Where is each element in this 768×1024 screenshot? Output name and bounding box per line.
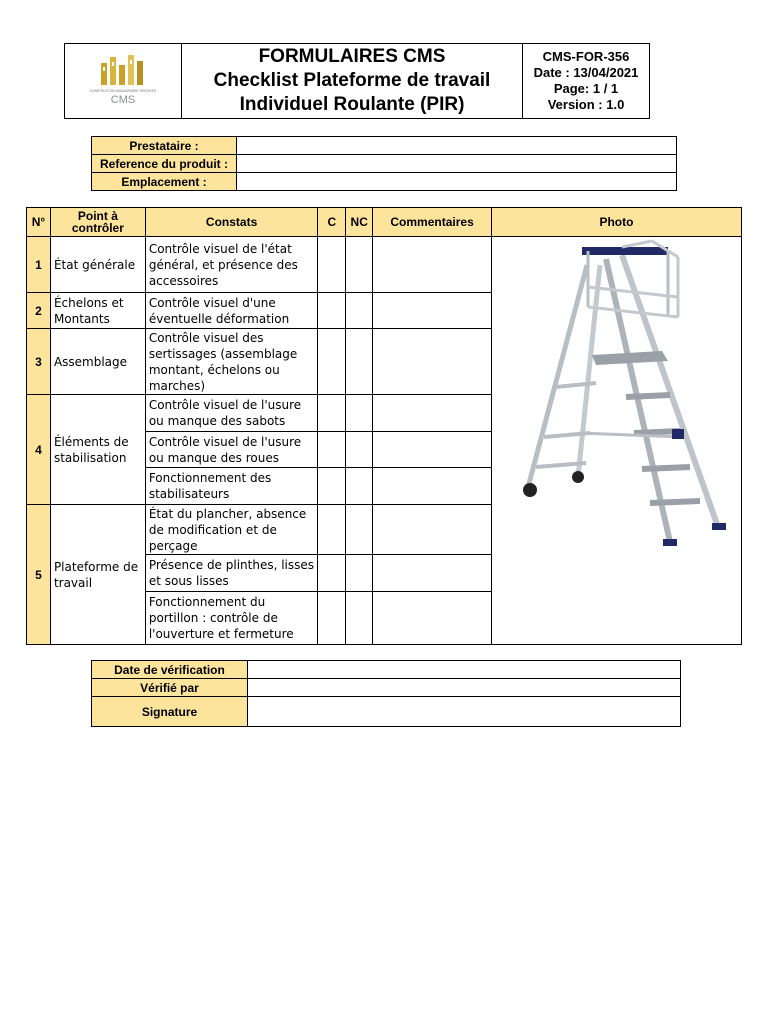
comment-cell[interactable]: [373, 468, 492, 505]
non-compliant-cell[interactable]: [346, 293, 373, 329]
finding-text: Contrôle visuel de l'état général, et présence des accessoires: [145, 237, 318, 293]
col-comments-header: Commentaires: [373, 208, 492, 237]
row-number: 1: [27, 237, 51, 293]
info-table-top: [91, 136, 677, 191]
doc-page: Page: 1 / 1: [553, 81, 619, 96]
logo-cell: [65, 44, 182, 119]
cms-logo: [83, 49, 163, 109]
control-point: Assemblage: [50, 329, 145, 395]
title-line-2: Checklist Plateforme de travail: [213, 70, 491, 91]
product-ref-field[interactable]: [237, 155, 677, 173]
comment-cell[interactable]: [373, 395, 492, 432]
compliant-cell[interactable]: [318, 293, 346, 329]
checklist-header-row: [27, 208, 742, 237]
logo-name: CMS: [110, 93, 136, 106]
compliant-cell[interactable]: [318, 237, 346, 293]
logo-tagline: CONSTRUCTION MANAGEMENT SERVICES: [89, 88, 157, 93]
comment-cell[interactable]: [373, 592, 492, 645]
comment-cell[interactable]: [373, 432, 492, 468]
verification-date-field[interactable]: [248, 661, 681, 679]
non-compliant-cell[interactable]: [346, 468, 373, 505]
compliant-cell[interactable]: [318, 592, 346, 645]
document-reference: [523, 44, 650, 119]
doc-date: Date : 13/04/2021: [533, 65, 639, 80]
comment-cell[interactable]: [373, 505, 492, 555]
compliant-cell[interactable]: [318, 505, 346, 555]
control-point: État générale: [50, 237, 145, 293]
doc-version: Version : 1.0: [547, 97, 625, 112]
title-line-1: FORMULAIRES CMS: [258, 46, 446, 67]
doc-code: CMS-FOR-356: [542, 49, 630, 64]
title-line-3: Individuel Roulante (PIR): [239, 94, 465, 115]
row-number: 2: [27, 293, 51, 329]
checklist-table: [26, 207, 742, 645]
control-point: Éléments de stabilisation: [50, 395, 145, 505]
col-c-header: C: [318, 208, 346, 237]
compliant-cell[interactable]: [318, 468, 346, 505]
non-compliant-cell[interactable]: [346, 555, 373, 592]
col-findings-header: Constats: [145, 208, 318, 237]
signature-field[interactable]: [248, 697, 681, 727]
comment-cell[interactable]: [373, 329, 492, 395]
col-nc-header: NC: [346, 208, 373, 237]
col-num-header: N°: [27, 208, 51, 237]
finding-text: Fonctionnement du portillon : contrôle de l'ouverture et fermeture: [145, 592, 318, 645]
col-photo-header: Photo: [491, 208, 741, 237]
signature-label: Signature: [92, 697, 248, 727]
comment-cell[interactable]: [373, 555, 492, 592]
compliant-cell[interactable]: [318, 432, 346, 468]
table-row: [27, 237, 742, 293]
verified-by-field[interactable]: [248, 679, 681, 697]
comment-cell[interactable]: [373, 293, 492, 329]
finding-text: État du plancher, absence de modification et de perçage: [145, 505, 318, 555]
form-title: [182, 44, 523, 119]
non-compliant-cell[interactable]: [346, 505, 373, 555]
location-field[interactable]: [237, 173, 677, 191]
row-number: 5: [27, 505, 51, 645]
finding-text: Présence de plinthes, lisses et sous lisses: [145, 555, 318, 592]
non-compliant-cell[interactable]: [346, 395, 373, 432]
non-compliant-cell[interactable]: [346, 432, 373, 468]
info-table-bottom: [91, 660, 681, 727]
provider-field[interactable]: [237, 137, 677, 155]
location-label: Emplacement :: [92, 173, 237, 191]
comment-cell[interactable]: [373, 237, 492, 293]
control-point: Plateforme de travail: [50, 505, 145, 645]
verification-date-label: Date de vérification: [92, 661, 248, 679]
rolling-platform-ladder-photo: [492, 237, 740, 567]
product-ref-label: Reference du produit :: [92, 155, 237, 173]
non-compliant-cell[interactable]: [346, 237, 373, 293]
finding-text: Contrôle visuel des sertissages (assemblage montant, échelons ou marches): [145, 329, 318, 395]
row-number: 3: [27, 329, 51, 395]
non-compliant-cell[interactable]: [346, 592, 373, 645]
finding-text: Contrôle visuel de l'usure ou manque des sabots: [145, 395, 318, 432]
control-point: Échelons et Montants: [50, 293, 145, 329]
compliant-cell[interactable]: [318, 329, 346, 395]
compliant-cell[interactable]: [318, 555, 346, 592]
finding-text: Contrôle visuel de l'usure ou manque des roues: [145, 432, 318, 468]
compliant-cell[interactable]: [318, 395, 346, 432]
photo-cell: [491, 237, 741, 645]
finding-text: Contrôle visuel d'une éventuelle déformation: [145, 293, 318, 329]
col-point-header: Point à contrôler: [50, 208, 145, 237]
finding-text: Fonctionnement des stabilisateurs: [145, 468, 318, 505]
verified-by-label: Vérifié par: [92, 679, 248, 697]
non-compliant-cell[interactable]: [346, 329, 373, 395]
form-header: [64, 43, 650, 119]
provider-label: Prestataire :: [92, 137, 237, 155]
row-number: 4: [27, 395, 51, 505]
